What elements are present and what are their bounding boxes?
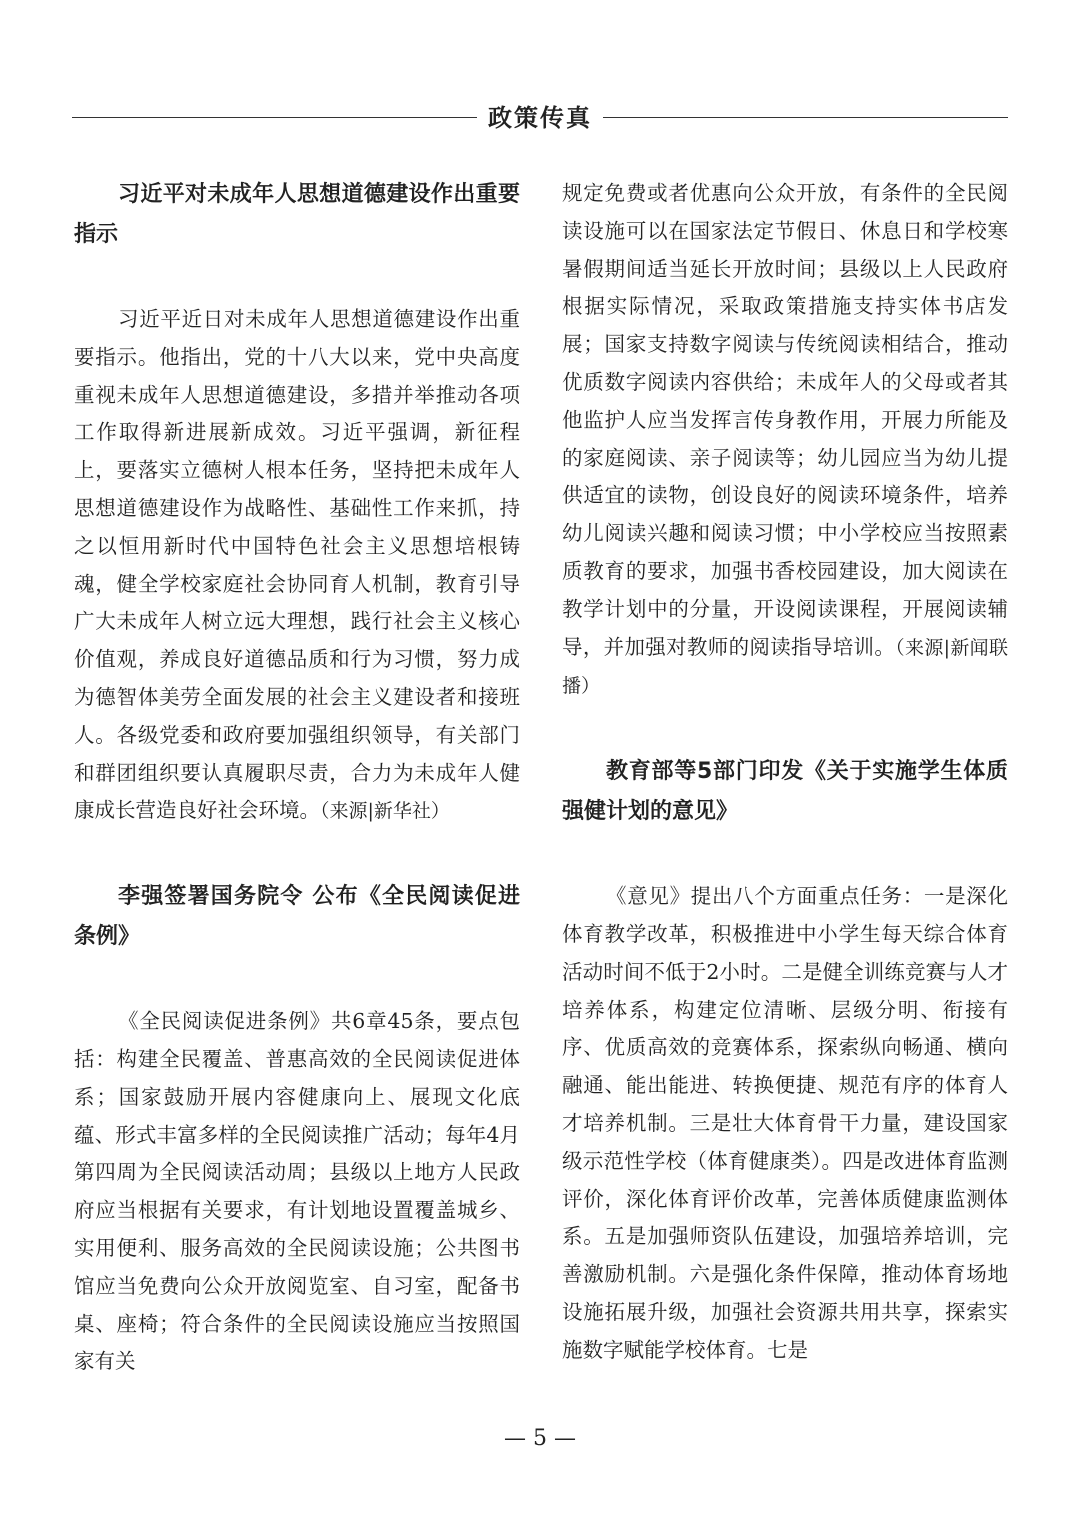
- article-2-text-continued: 规定免费或者优惠向公众开放，有条件的全民阅读设施可以在国家法定节假日、休息日和学校寒暑假期间适当延长开放时间；县级以上人民政府根据实际情况，采取政策措施支持实体书店发展；国家支持数字阅读与传统阅读相结合，推动优质数字阅读内容供给；未成年人的父母或者其他监护人应当发挥言传身教作用，开展力所能及的家庭阅读、亲子阅读等；幼儿园应当为幼儿提供适宜的读物，创设良好的阅读环境条件，培养幼儿阅读兴趣和阅读习惯；中小学校应当按照素质教育的要求，加强书香校园建设，加大阅读在教学计划中的分量，开设阅读课程，开展阅读辅导，并加强对教师的阅读指导培训。: [562, 181, 1008, 659]
- right-column: [562, 175, 1008, 1370]
- left-column: [74, 175, 520, 1381]
- article-2-body: 《全民阅读促进条例》共6章45条，要点包括：构建全民覆盖、普惠高效的全民阅读促进体系；国家鼓励开展内容健康向上、展现文化底蕴、形式丰富多样的全民阅读推广活动；每年4月第四周为全民阅读活动周；县级以上地方人民政府应当根据有关要求，有计划地设置覆盖城乡、实用便利、服务高效的全民阅读设施；公共图书馆应当免费向公众开放阅览室、自习室，配备书桌、座椅；符合条件的全民阅读设施应当按照国家有关: [74, 1009, 520, 1374]
- section-title: 政策传真: [488, 104, 592, 132]
- article-3-body: 《意见》提出八个方面重点任务：一是深化体育教学改革，积极推进中小学生每天综合体育活动时间不低于2小时。二是健全训练竞赛与人才培养体系，构建定位清晰、层级分明、衔接有序、优质高效的竞赛体系，探索纵向畅通、横向融通、能出能进、转换便捷、规范有序的体育人才培养机制。三是壮大体育骨干力量，建设国家级示范性学校（体育健康类）。四是改进体育监测评价，深化体育评价改革，完善体质健康监测体系。五是加强师资队伍建设，加强培养培训，完善激励机制。六是强化条件保障，推动体育场地设施拓展升级，加强社会资源共用共享，探索实施数字赋能学校体育。七是: [562, 884, 1008, 1362]
- header-rule-right: [603, 117, 1008, 118]
- page-header: [72, 98, 1008, 138]
- article-2-title: 李强签署国务院令 公布《全民阅读促进条例》: [74, 884, 520, 950]
- article-1-title: 习近平对未成年人思想道德建设作出重要指示: [74, 182, 520, 247]
- article-3-title: 教育部等5部门印发《关于实施学生体质强健计划的意见》: [562, 759, 1008, 825]
- page-number: — 5 —: [504, 1426, 576, 1451]
- article-1-body: [74, 301, 520, 831]
- article-1-text: 习近平近日对未成年人思想道德建设作出重要指示。他指出，党的十八大以来，党中央高度重视未成年人思想道德建设，多措并举推动各项工作取得新进展新成效。习近平强调，新征程上，要落实立德树人根本任务，坚持把未成年人思想道德建设作为战略性、基础性工作来抓，持之以恒用新时代中国特色社会主义思想培根铸魂，健全学校家庭社会协同育人机制，教育引导广大未成年人树立远大理想，践行社会主义核心价值观，养成良好道德品质和行为习惯，努力成为德智体美劳全面发展的社会主义建设者和接班人。各级党委和政府要加强组织领导，有关部门和群团组织要认真履职尽责，合力为未成年人健康成长营造良好社会环境。: [74, 307, 520, 823]
- header-rule-left: [72, 117, 477, 118]
- article-2-body-continued: [562, 175, 1008, 706]
- article-2-source: （来源|新闻联播）: [562, 636, 1009, 698]
- article-1-source: （来源|新华社）: [320, 800, 450, 823]
